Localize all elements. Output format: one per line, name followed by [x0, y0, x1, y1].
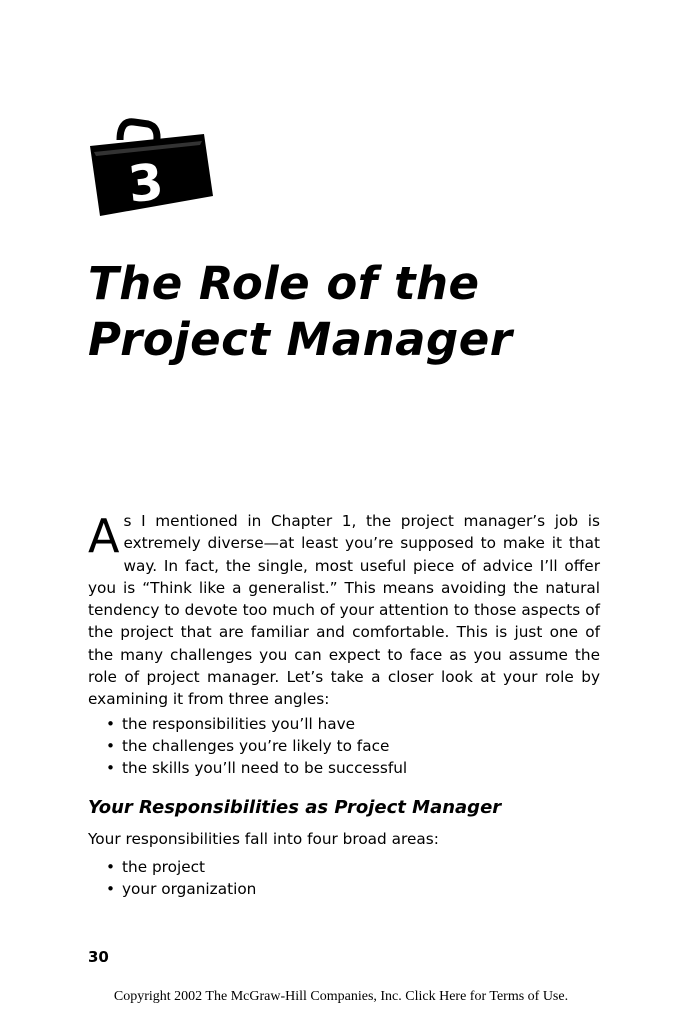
briefcase-icon [86, 112, 216, 222]
chapter-title-line-1: The Role of the [88, 257, 480, 310]
section-heading: Your Responsibilities as Project Manager [88, 796, 502, 818]
bullet-icon: • [106, 759, 116, 778]
copyright-notice[interactable] [0, 989, 682, 1005]
drop-cap: A [88, 509, 120, 563]
list-item [106, 878, 600, 900]
section-text: Your responsibilities fall into four broad areas: [88, 829, 439, 848]
list-item-text: your organization [122, 880, 257, 899]
chapter-number: 3 [125, 152, 167, 214]
responsibilities-list [88, 856, 600, 901]
intro-paragraph [88, 510, 600, 711]
list-item-text: the project [122, 857, 206, 876]
bullet-icon: • [106, 880, 116, 899]
chapter-title [88, 256, 512, 368]
bullet-icon: • [106, 857, 116, 876]
chapter-body [88, 510, 600, 900]
list-item-text: the challenges you’re likely to face [122, 736, 390, 755]
list-item-text: the responsibilities you’ll have [122, 714, 356, 733]
angles-list [88, 713, 600, 780]
bullet-icon: • [106, 736, 116, 755]
list-item [106, 856, 600, 878]
page-number: 30 [88, 948, 109, 966]
list-item [106, 713, 600, 735]
intro-text: s I mentioned in Chapter 1, the project manager’s job is extremely diverse—at least you’re supposed to make it that way. In fact, the single, most useful piece of advice I’ll offer you is “Think like a generalist.” This means avoiding the natural tendency to devote too much of your attention to those aspects of the project that are familiar and comfortable. This is just one of the many challenges you can expect to face as you assume the role of project manager. Let’s take a closer look at your role by examining it from three angles: [88, 512, 600, 709]
list-item-text: the skills you’ll need to be successful [122, 759, 408, 778]
copyright-text[interactable]: Copyright 2002 The McGraw-Hill Companies, Inc. Click Here for Terms of Use. [113, 989, 569, 1004]
list-item [106, 735, 600, 757]
list-item [106, 757, 600, 779]
bullet-icon: • [106, 714, 116, 733]
chapter-title-line-2: Project Manager [88, 313, 513, 366]
